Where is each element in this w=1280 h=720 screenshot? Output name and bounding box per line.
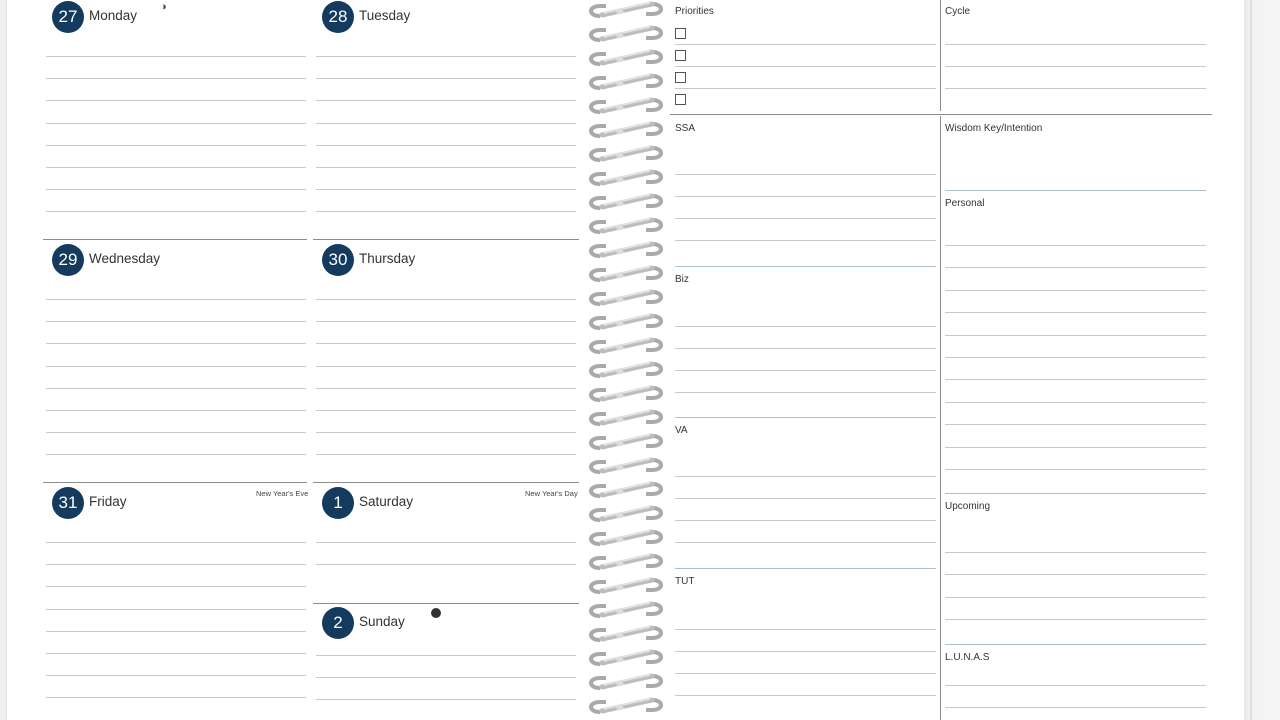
rule-line: [675, 695, 936, 696]
rule-line: [675, 392, 936, 393]
day-divider: [313, 482, 579, 483]
spiral-coil: [591, 555, 661, 568]
date-badge: 28: [322, 1, 354, 33]
rule-line: [316, 211, 576, 212]
rule-line: [675, 542, 936, 543]
rule-line: [316, 699, 576, 700]
rule-line: [945, 685, 1206, 686]
rule-line: [46, 388, 306, 389]
rule-line: [46, 631, 306, 632]
spiral-coil: [591, 531, 661, 544]
date-badge: 27: [52, 1, 84, 33]
rule-line: [316, 655, 576, 656]
rule-line: [945, 493, 1206, 494]
cycle-label: Cycle: [945, 6, 971, 17]
date-badge: 30: [322, 244, 354, 276]
spiral-coil: [591, 363, 661, 376]
personal-label: Personal: [945, 198, 985, 209]
spiral-coil: [591, 459, 661, 472]
rule-line: [46, 299, 306, 300]
rule-line: [675, 651, 936, 652]
header-divider: [670, 114, 1212, 115]
spiral-coil: [591, 387, 661, 400]
spiral-coil: [591, 483, 661, 496]
spiral-coil: [591, 99, 661, 112]
rule-line: [46, 586, 306, 587]
spiral-coil: [591, 267, 661, 280]
spiral-coil: [591, 699, 661, 712]
date-badge: 29: [52, 244, 84, 276]
spiral-coil: [591, 579, 661, 592]
rule-line: [316, 432, 576, 433]
rule-line: [675, 370, 936, 371]
rule-line: [316, 454, 576, 455]
rule-line: [675, 673, 936, 674]
spiral-coil: [591, 51, 661, 64]
spiral-coil: [591, 675, 661, 688]
day-name-label: Tuesday: [359, 8, 411, 23]
spiral-coil: [591, 651, 661, 664]
rule-line: [316, 388, 576, 389]
spiral-coil: [591, 627, 661, 640]
rule-line: [316, 123, 576, 124]
rule-line: [945, 644, 1206, 645]
spiral-coil: [591, 123, 661, 136]
spiral-coil: [591, 147, 661, 160]
date-badge: 31: [52, 487, 84, 519]
rule-line: [675, 174, 936, 175]
day-name-label: Saturday: [359, 494, 414, 509]
rule-line: [675, 520, 936, 521]
rule-line: [675, 629, 936, 630]
va-label: VA: [675, 425, 688, 436]
spiral-coil: [591, 411, 661, 424]
biz-label: Biz: [675, 274, 689, 285]
rule-line: [46, 410, 306, 411]
priority-checkbox[interactable]: [675, 50, 686, 61]
rule-line: [46, 145, 306, 146]
spiral-coil: [591, 171, 661, 184]
rule-line: [46, 167, 306, 168]
rule-line: [945, 424, 1206, 425]
spiral-coil: [591, 315, 661, 328]
rule-line: [316, 78, 576, 79]
rule-line: [316, 321, 576, 322]
rule-line: [675, 66, 936, 67]
rule-line: [46, 564, 306, 565]
rule-line: [945, 379, 1206, 380]
spiral-coil: [591, 291, 661, 304]
priority-checkbox[interactable]: [675, 28, 686, 39]
rule-line: [945, 402, 1206, 403]
priorities-label: Priorities: [675, 6, 714, 17]
rule-line: [945, 469, 1206, 470]
day-name-label: Friday: [89, 494, 127, 509]
priority-checkbox[interactable]: [675, 94, 686, 105]
rule-line: [675, 240, 936, 241]
rule-line: [675, 498, 936, 499]
rule-line: [675, 266, 936, 267]
rule-line: [945, 619, 1206, 620]
rule-line: [46, 211, 306, 212]
rule-line: [945, 267, 1206, 268]
rule-line: [316, 343, 576, 344]
day-name-label: Monday: [89, 8, 138, 23]
rule-line: [945, 335, 1206, 336]
rule-line: [945, 88, 1206, 89]
rule-line: [675, 568, 936, 569]
rule-line: [945, 66, 1206, 67]
spiral-binding: [586, 0, 666, 720]
spiral-coil: [591, 243, 661, 256]
holiday-label: New Year's Eve: [256, 489, 309, 498]
spiral-coil: [591, 195, 661, 208]
rule-line: [945, 290, 1206, 291]
rule-line: [945, 707, 1206, 708]
rule-line: [945, 44, 1206, 45]
rule-line: [945, 357, 1206, 358]
rule-line: [675, 476, 936, 477]
rule-line: [316, 167, 576, 168]
rule-line: [46, 189, 306, 190]
rule-line: [46, 78, 306, 79]
rule-line: [46, 321, 306, 322]
rule-line: [316, 189, 576, 190]
date-badge: 1: [322, 487, 354, 519]
day-divider: [313, 603, 579, 604]
rule-line: [316, 366, 576, 367]
rule-line: [316, 564, 576, 565]
column-divider: [940, 116, 941, 720]
rule-line: [945, 190, 1206, 191]
upcoming-label: Upcoming: [945, 501, 991, 512]
spiral-coil: [591, 75, 661, 88]
rule-line: [46, 432, 306, 433]
rule-line: [945, 447, 1206, 448]
rule-line: [675, 196, 936, 197]
rule-line: [316, 145, 576, 146]
spiral-coil: [591, 339, 661, 352]
spiral-coil: [591, 507, 661, 520]
first-quarter-moon-icon: ◑: [160, 1, 167, 13]
rule-line: [945, 574, 1206, 575]
rule-line: [46, 653, 306, 654]
rule-line: [675, 417, 936, 418]
spiral-coil: [591, 435, 661, 448]
ssa-label: SSA: [675, 123, 696, 134]
day-name-label: Wednesday: [89, 251, 161, 266]
spiral-coil: [591, 219, 661, 232]
spiral-coil: [591, 3, 661, 16]
rule-line: [675, 88, 936, 89]
date-badge: 2: [322, 607, 354, 639]
day-divider: [313, 239, 579, 240]
spiral-coil: [591, 27, 661, 40]
spiral-coil: [591, 603, 661, 616]
rule-line: [675, 218, 936, 219]
rule-line: [46, 343, 306, 344]
rule-line: [316, 542, 576, 543]
rule-line: [945, 312, 1206, 313]
priority-checkbox[interactable]: [675, 72, 686, 83]
day-name-label: Thursday: [359, 251, 416, 266]
wisdom-key-label: Wisdom Key/Intention: [945, 123, 1043, 134]
rule-line: [46, 123, 306, 124]
rule-line: [46, 542, 306, 543]
rule-line: [945, 245, 1206, 246]
rule-line: [316, 100, 576, 101]
rule-line: [46, 675, 306, 676]
page-stack-edge: [1244, 0, 1280, 720]
rule-line: [46, 366, 306, 367]
rule-line: [46, 609, 306, 610]
rule-line: [316, 299, 576, 300]
rule-line: [945, 552, 1206, 553]
rule-line: [316, 677, 576, 678]
rule-line: [46, 100, 306, 101]
holiday-label: New Year's Day: [525, 489, 578, 498]
full-moon-icon: [431, 608, 441, 618]
day-divider: [43, 239, 307, 240]
tut-label: TUT: [675, 576, 695, 587]
rule-line: [675, 348, 936, 349]
rule-line: [675, 44, 936, 45]
rule-line: [46, 56, 306, 57]
rule-line: [316, 410, 576, 411]
rule-line: [945, 597, 1206, 598]
rule-line: [316, 56, 576, 57]
day-name-label: Sunday: [359, 614, 405, 629]
rule-line: [46, 697, 306, 698]
rule-line: [675, 326, 936, 327]
day-divider: [43, 482, 307, 483]
rule-line: [46, 454, 306, 455]
column-divider: [940, 0, 941, 111]
lunas-label: L.U.N.A.S: [945, 652, 990, 663]
